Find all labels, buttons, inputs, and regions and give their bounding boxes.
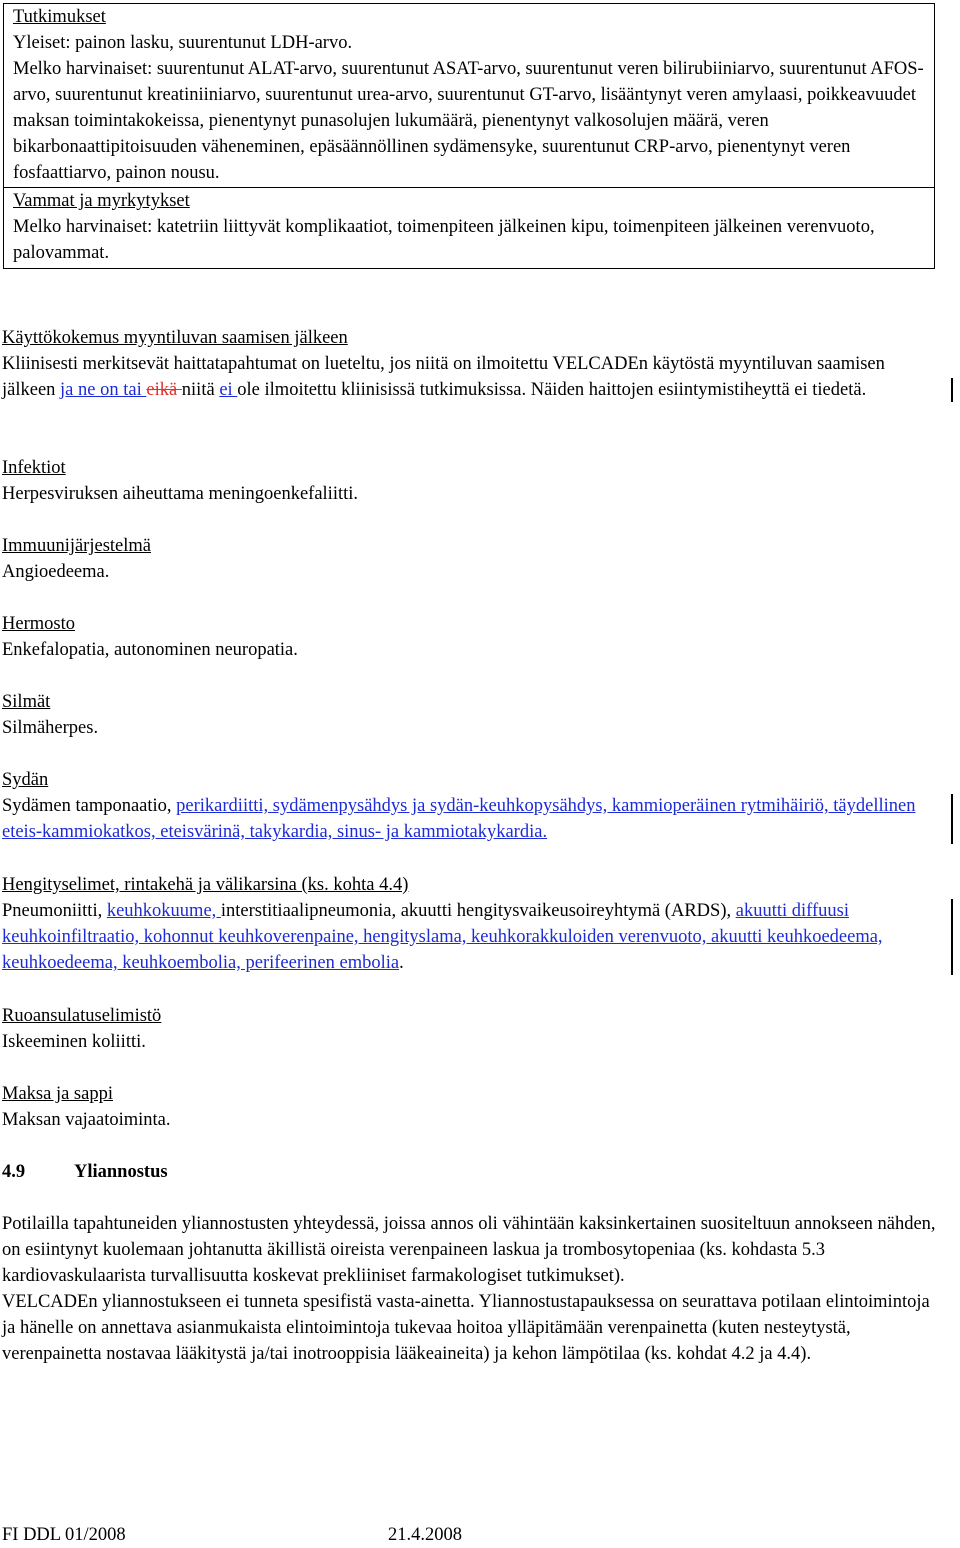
- silmat-text: Silmäherpes.: [2, 718, 99, 738]
- maksa-text: Maksan vajaatoiminta.: [2, 1110, 171, 1130]
- change-bar: [951, 378, 953, 402]
- hengitys-section: [2, 872, 942, 976]
- overdose-paragraph-2: VELCADEn yliannostukseen ei tunneta spesifistä vasta-ainetta. Yliannostustapauksessa on seurattava potilaan elintoimintoja ja hänelle on annettava asianmukaista elintoimintoja tukevaa hoitoa ylläpitämään verenpainetta (kuten nesteytystä, verenpainetta nostavaa lääkitystä ja/tai inotrooppisia lääkeaineita) ja kehon lämpötilaa (ks. kohdat 4.2 ja 4.4).: [2, 1292, 930, 1364]
- postmarketing-text-c: ole ilmoitettu kliinisissä tutkimuksissa. Näiden haittojen esiintymistiheyttä ei tiedetä.: [237, 380, 867, 400]
- vammat-cell: [4, 188, 934, 268]
- adverse-events-table: [3, 3, 935, 269]
- hengitys-text-b: interstitiaalipneumonia, akuutti hengitysvaikeusoireyhtymä (ARDS),: [220, 901, 736, 921]
- inserted-text: ja ne on tai: [60, 380, 147, 400]
- ruoansulatus-text: Iskeeminen koliitti.: [2, 1032, 146, 1052]
- postmarketing-section: [2, 325, 942, 403]
- hermosto-text: Enkefalopatia, autonominen neuropatia.: [2, 640, 298, 660]
- postmarketing-text: [2, 351, 942, 403]
- hengitys-text: [2, 898, 942, 976]
- tutkimukset-uncommon: Melko harvinaiset: suurentunut ALAT-arvo, suurentunut ASAT-arvo, suurentunut veren bilirubiiniarvo, suurentunut AFOS-arvo, suurentunut kreatiniiniarvo, suurentunut urea-arvo, suurentunut GT-arvo, lisääntynyt veren amylaasi, poikkeavuudet maksan toimintakokeissa, pienentynyt punasolujen lukumäärä, pienentynyt valkosolujen määrä, veren bikarbonaattipitoisuuden väheneminen, epäsäännöllinen sydämensyke, suurentunut CRP-arvo, pienentynyt veren fosfaattiarvo, painon nousu.: [13, 59, 924, 183]
- tutkimukset-common: Yleiset: painon lasku, suurentunut LDH-arvo.: [13, 33, 353, 53]
- postmarketing-text-b: niitä: [181, 380, 220, 400]
- inserted-text: ei: [219, 380, 238, 400]
- inserted-text: perikardiitti, sydämenpysähdys ja sydän-keuhkopysähdys, kammioperäinen rytmihäiriö, täydellinen eteis-kammiokatkos, eteisvärinä, takykardia, sinus- ja kammiotakykardia.: [2, 796, 916, 842]
- sydan-text: [2, 793, 942, 845]
- sydan-section: [2, 767, 942, 845]
- immuuni-section: [2, 533, 942, 585]
- infektiot-text: Herpesviruksen aiheuttama meningoenkefaliitti.: [2, 484, 359, 504]
- maksa-section: [2, 1081, 942, 1133]
- ruoansulatus-section: [2, 1003, 942, 1055]
- change-bar: [951, 794, 953, 844]
- hermosto-heading: Hermosto: [2, 614, 75, 634]
- infektiot-section: [2, 455, 942, 507]
- maksa-heading: Maksa ja sappi: [2, 1084, 113, 1104]
- infektiot-heading: Infektiot: [2, 458, 66, 478]
- overdose-heading: [2, 1159, 942, 1185]
- change-bar: [951, 899, 953, 975]
- section-title: Yliannostus: [74, 1162, 168, 1182]
- hengitys-text-c: .: [399, 953, 404, 973]
- immuuni-text: Angioedeema.: [2, 562, 110, 582]
- inserted-text: akuutti diffuusi keuhkoinfiltraatio, kohonnut keuhkoverenpaine, hengityslama, keuhkorakkuloiden verenvuoto, akuutti keuhkoedeema, keuhkoedeema, keuhkoembolia, perifeerinen embolia: [2, 901, 883, 973]
- vammat-text: Melko harvinaiset: katetriin liittyvät komplikaatiot, toimenpiteen jälkeinen kipu, toimenpiteen jälkeinen verenvuoto, palovammat.: [13, 217, 875, 263]
- silmat-heading: Silmät: [2, 692, 51, 712]
- hengitys-heading: Hengityselimet, rintakehä ja välikarsina (ks. kohta 4.4): [2, 875, 409, 895]
- hermosto-section: [2, 611, 942, 663]
- overdose-section: [2, 1211, 942, 1367]
- section-number: 4.9: [2, 1162, 26, 1182]
- sydan-heading: Sydän: [2, 770, 49, 790]
- deleted-text: eikä: [146, 380, 182, 400]
- vammat-heading: Vammat ja myrkytykset: [13, 191, 190, 211]
- ruoansulatus-heading: Ruoansulatuselimistö: [2, 1006, 162, 1026]
- overdose-paragraph-1: Potilailla tapahtuneiden yliannostusten yhteydessä, joissa annos oli vähintään kaksinkertainen suositeltuun annokseen nähden, on esiintynyt kuolemaan johtanutta äkillistä oireista verenpaineen laskua ja trombosytopeniaa (ks. kohdasta 5.3 kardiovaskulaarista turvallisuutta koskevat prekliiniset farmakologiset tutkimukset).: [2, 1214, 936, 1286]
- document-date: 21.4.2008: [388, 1525, 462, 1545]
- inserted-text: keuhkokuume,: [106, 901, 221, 921]
- tutkimukset-cell: [4, 4, 934, 188]
- postmarketing-text-a: Kliinisesti merkitsevät haittatapahtumat on lueteltu, jos niitä on ilmoitettu VELCADEn käytöstä myyntiluvan saamisen jälkeen: [2, 354, 885, 400]
- silmat-section: [2, 689, 942, 741]
- tutkimukset-heading: Tutkimukset: [13, 7, 106, 27]
- immuuni-heading: Immuunijärjestelmä: [2, 536, 151, 556]
- hengitys-text-a: Pneumoniitti,: [2, 901, 107, 921]
- page-footer: [2, 1522, 602, 1548]
- sydan-text-a: Sydämen tamponaatio,: [2, 796, 177, 816]
- postmarketing-heading: Käyttökokemus myyntiluvan saamisen jälkeen: [2, 328, 348, 348]
- document-code: FI DDL 01/2008: [2, 1525, 126, 1545]
